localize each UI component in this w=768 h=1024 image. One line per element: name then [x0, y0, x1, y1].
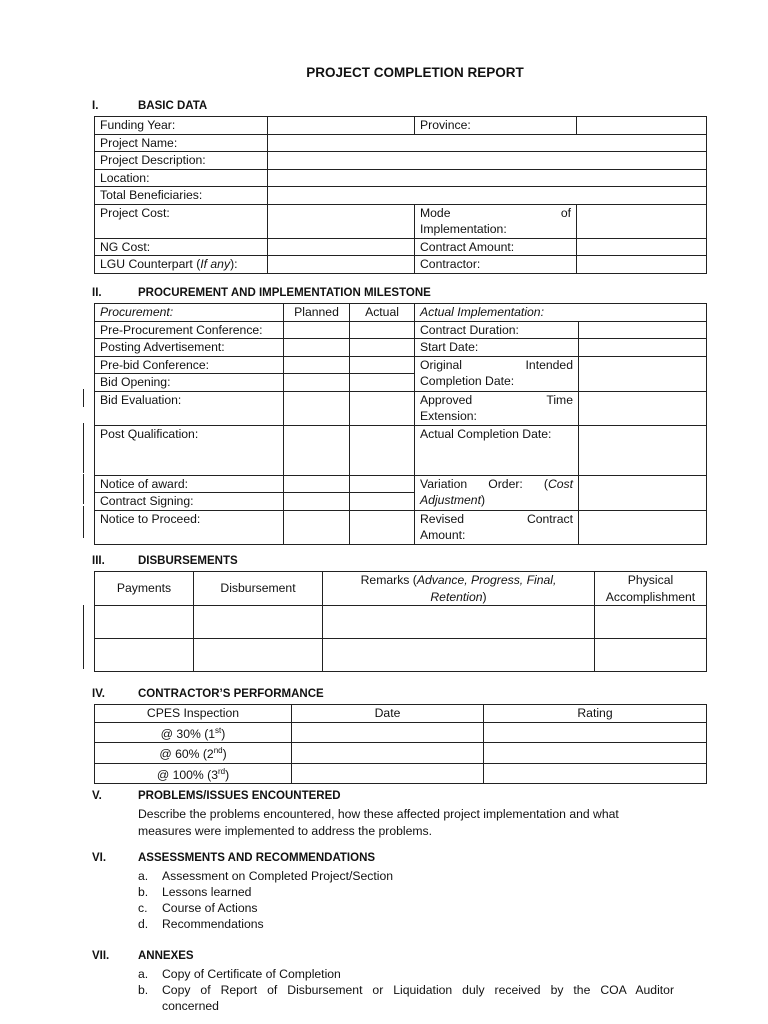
section-title: ANNEXES [138, 950, 194, 962]
bid-evaluation-label: Bid Evaluation: [95, 391, 284, 425]
list-text: Lessons learned [162, 885, 252, 899]
total-beneficiaries-field[interactable] [268, 187, 707, 205]
funding-year-label: Funding Year: [95, 117, 268, 135]
ordinal-suffix: nd [213, 746, 223, 756]
pre-bid-label: Pre-bid Conference: [95, 356, 284, 374]
remarks-types: Advance, Progress, Final, [416, 573, 557, 587]
variation-order-label [415, 475, 579, 510]
list-text: Copy of Report of Disbursement or Liquidation duly received by the COA Auditor [162, 983, 674, 997]
revised-contract-label [415, 510, 579, 544]
disbursement-header: Disbursement [194, 572, 323, 606]
pre-procurement-planned[interactable] [284, 321, 350, 339]
section-title: DISBURSEMENTS [138, 555, 238, 567]
remarks-word: Remarks ( [360, 573, 417, 587]
lgu-close: ): [230, 257, 238, 271]
list-text: Assessment on Completed Project/Section [162, 869, 393, 883]
planned-header: Planned [284, 304, 350, 322]
lgu-text: LGU Counterpart ( [100, 257, 201, 271]
extension-word: Extension: [420, 409, 477, 423]
revision-mark [83, 506, 84, 538]
list-letter: b. [138, 983, 149, 997]
section-title: ASSESSMENTS AND RECOMMENDATIONS [138, 852, 376, 864]
revision-mark [83, 423, 84, 473]
original-completion-field[interactable] [579, 356, 707, 391]
cpes-60-rating[interactable] [484, 743, 707, 764]
pre-procurement-label: Pre-Procurement Conference: [95, 321, 284, 339]
pct-text: @ 100% (3 [156, 767, 218, 782]
amount-word: Amount: [420, 528, 466, 542]
list-item [138, 982, 674, 999]
contract-signing-actual[interactable] [350, 493, 415, 511]
notice-of-award-actual[interactable] [350, 475, 415, 493]
cpes-30-rating[interactable] [484, 722, 707, 743]
actual-completion-field[interactable] [579, 425, 707, 475]
notice-of-award-label: Notice of award: [95, 475, 284, 493]
contractor-label: Contractor: [415, 256, 577, 274]
cpes-100-rating[interactable] [484, 763, 707, 784]
project-cost-field[interactable] [268, 204, 415, 238]
section-number: V. [92, 790, 102, 802]
actual-header: Actual [350, 304, 415, 322]
ng-cost-label: NG Cost: [95, 238, 268, 256]
section-number: VI. [92, 852, 107, 864]
revision-mark [83, 605, 84, 669]
physical-cell[interactable] [595, 639, 707, 672]
original-word: Original [420, 357, 462, 372]
pct-text: @ 60% (2 [159, 747, 214, 762]
bid-opening-actual[interactable] [350, 374, 415, 392]
original-completion-label [415, 356, 579, 391]
implementation-word: Implementation: [420, 222, 507, 236]
list-item [138, 916, 264, 933]
rating-header: Rating [484, 705, 707, 723]
completion-date-word: Completion Date: [420, 374, 515, 388]
section-title: PROCUREMENT AND IMPLEMENTATION MILESTONE [138, 287, 431, 299]
province-label: Province: [415, 117, 577, 135]
variation-word: Variation [420, 476, 468, 491]
approved-extension-field[interactable] [579, 391, 707, 425]
funding-year-field[interactable] [268, 117, 415, 135]
adjustment-word: Adjustment [420, 493, 481, 507]
posting-planned[interactable] [284, 339, 350, 357]
performance-table [94, 704, 707, 784]
project-description-label: Project Description: [95, 152, 268, 170]
actual-completion-label: Actual Completion Date: [415, 425, 579, 475]
project-name-label: Project Name: [95, 134, 268, 152]
remarks-cell[interactable] [323, 606, 595, 639]
payments-cell[interactable] [95, 639, 194, 672]
problems-description-line1: Describe the problems encountered, how these affected project implementation and what [138, 807, 619, 821]
cpes-header: CPES Inspection [95, 705, 292, 723]
pre-procurement-actual[interactable] [350, 321, 415, 339]
province-field[interactable] [577, 117, 707, 135]
paren-close: ) [221, 726, 226, 741]
start-date-label: Start Date: [415, 339, 579, 357]
location-field[interactable] [268, 169, 707, 187]
ordinal-suffix: rd [217, 766, 226, 776]
order-word: Order: [488, 476, 523, 491]
pre-bid-actual[interactable] [350, 356, 415, 374]
physical-cell[interactable] [595, 606, 707, 639]
pct-text: @ 30% (1 [160, 726, 216, 741]
list-letter: b. [138, 885, 149, 899]
list-text: Course of Actions [162, 901, 258, 915]
bid-evaluation-actual[interactable] [350, 391, 415, 425]
contract-duration-field[interactable] [579, 321, 707, 339]
payments-header: Payments [95, 572, 194, 606]
list-text: Copy of Certificate of Completion [162, 967, 341, 981]
list-letter: d. [138, 917, 149, 931]
paren-close: ) [225, 767, 230, 782]
notice-of-award-planned[interactable] [284, 475, 350, 493]
procurement-header [95, 304, 284, 322]
section-number: III. [92, 555, 105, 567]
contract-word: Contract [526, 511, 573, 526]
time-word: Time [546, 392, 573, 407]
pre-bid-planned[interactable] [284, 356, 350, 374]
remarks-cell[interactable] [323, 639, 595, 672]
notice-to-proceed-planned[interactable] [284, 510, 350, 544]
ordinal-suffix: st [215, 725, 222, 735]
of-word: of [560, 205, 571, 220]
page-title: PROJECT COMPLETION REPORT [306, 65, 524, 80]
contract-signing-planned[interactable] [284, 493, 350, 511]
cpes-30-date[interactable] [292, 722, 484, 743]
paren-open: ( [543, 476, 548, 491]
cpes-100-label [95, 763, 292, 784]
contract-signing-label: Contract Signing: [95, 493, 284, 511]
cpes-60-label [95, 743, 292, 764]
post-qualification-label: Post Qualification: [95, 425, 284, 475]
list-letter: c. [138, 901, 148, 915]
list-item [138, 966, 341, 983]
mode-of-implementation-field[interactable] [577, 204, 707, 238]
contract-amount-field[interactable] [577, 238, 707, 256]
disbursement-cell[interactable] [194, 606, 323, 639]
start-date-field[interactable] [579, 339, 707, 357]
date-header: Date [292, 705, 484, 723]
list-letter: a. [138, 967, 149, 981]
revised-contract-field[interactable] [579, 510, 707, 544]
revision-mark [83, 474, 84, 504]
lgu-if-any: If any [200, 257, 231, 271]
post-qualification-actual[interactable] [350, 425, 415, 475]
list-item-continuation: concerned [162, 999, 219, 1013]
notice-to-proceed-label: Notice to Proceed: [95, 510, 284, 544]
contract-amount-label: Contract Amount: [415, 238, 577, 256]
procurement-header-text: Procurement: [100, 305, 174, 319]
project-name-field[interactable] [268, 134, 707, 152]
section-title: BASIC DATA [138, 100, 208, 112]
lgu-counterpart-field[interactable] [268, 256, 415, 274]
location-label: Location: [95, 169, 268, 187]
bid-opening-planned[interactable] [284, 374, 350, 392]
approved-word: Approved [420, 392, 473, 407]
paren-close: ) [480, 493, 486, 507]
list-text: Recommendations [162, 917, 264, 931]
list-item [138, 884, 251, 901]
section-title: CONTRACTOR’S PERFORMANCE [138, 688, 324, 700]
posting-actual[interactable] [350, 339, 415, 357]
bid-evaluation-planned[interactable] [284, 391, 350, 425]
list-item [138, 900, 258, 917]
contractor-field[interactable] [577, 256, 707, 274]
paren-close: ) [222, 747, 227, 762]
remarks-close: ) [482, 589, 487, 604]
bid-opening-label: Bid Opening: [95, 374, 284, 392]
actual-implementation-text: Actual Implementation: [420, 305, 544, 319]
payments-cell[interactable] [95, 606, 194, 639]
cpes-60-date[interactable] [292, 743, 484, 764]
total-beneficiaries-label: Total Beneficiaries: [95, 187, 268, 205]
section-number: VII. [92, 950, 110, 962]
physical-accomplishment-header [595, 572, 707, 606]
mode-word: Mode [420, 205, 451, 220]
section-number: II. [92, 287, 102, 299]
section-number: IV. [92, 688, 106, 700]
remarks-header [323, 572, 595, 606]
approved-extension-label [415, 391, 579, 425]
intended-word: Intended [525, 357, 573, 372]
contract-duration-label: Contract Duration: [415, 321, 579, 339]
revision-mark [83, 389, 84, 407]
revised-word: Revised [420, 511, 465, 526]
project-description-field[interactable] [268, 152, 707, 170]
problems-description-line2: measures were implemented to address the problems. [138, 824, 432, 838]
physical-word: Physical [627, 573, 674, 587]
cpes-100-date[interactable] [292, 763, 484, 784]
section-title: PROBLEMS/ISSUES ENCOUNTERED [138, 790, 341, 802]
ng-cost-field[interactable] [268, 238, 415, 256]
accomplishment-word: Accomplishment [605, 589, 696, 604]
mode-of-implementation-label [415, 204, 577, 238]
disbursements-table [94, 571, 707, 672]
post-qualification-planned[interactable] [284, 425, 350, 475]
disbursement-cell[interactable] [194, 639, 323, 672]
project-cost-label: Project Cost: [95, 204, 268, 238]
retention-word: Retention [430, 589, 483, 604]
actual-implementation-header [415, 304, 707, 322]
list-item [138, 868, 393, 885]
notice-to-proceed-actual[interactable] [350, 510, 415, 544]
cpes-30-label [95, 722, 292, 743]
basic-data-table [94, 116, 707, 274]
list-letter: a. [138, 869, 149, 883]
variation-order-field[interactable] [579, 475, 707, 510]
section-number: I. [92, 100, 99, 112]
posting-advertisement-label: Posting Advertisement: [95, 339, 284, 357]
procurement-table [94, 303, 707, 545]
cost-word: Cost [547, 476, 573, 491]
lgu-counterpart-label [95, 256, 268, 274]
